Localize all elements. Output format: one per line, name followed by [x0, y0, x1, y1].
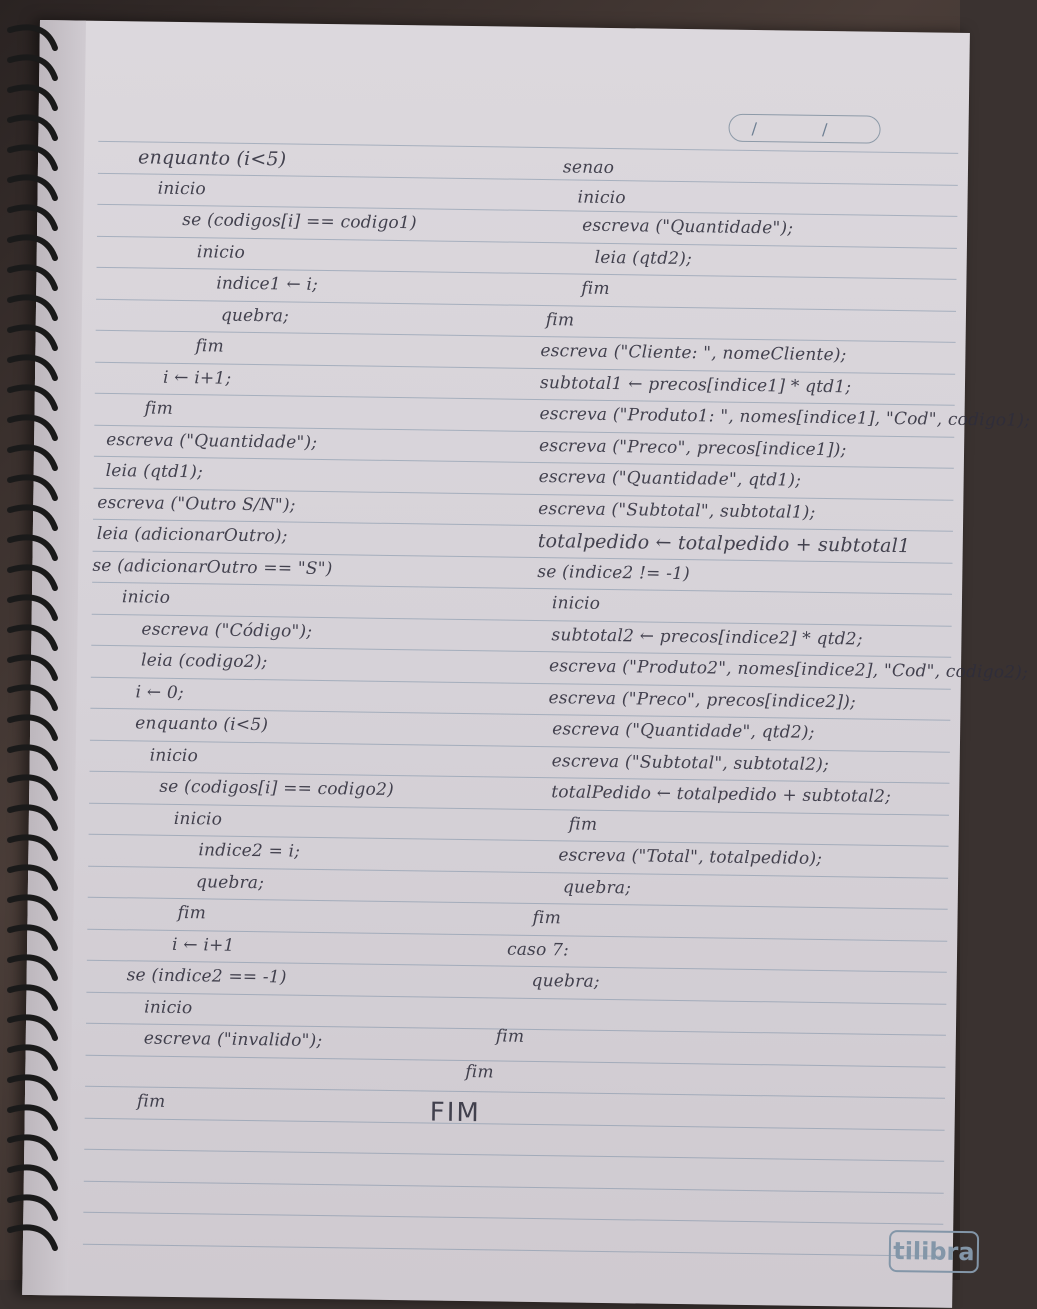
code-line: i ← i+1; [162, 367, 232, 389]
code-line: escreva ("Total", totalpedido); [558, 845, 823, 870]
notebook-page [22, 20, 1031, 1308]
code-line: fim [545, 310, 575, 331]
code-line: fim [195, 336, 225, 357]
code-line: quebra; [195, 872, 265, 894]
code-line: leia (codigo2); [140, 650, 268, 673]
code-line: escreva ("Quantidade"); [106, 429, 318, 453]
code-line: quebra; [562, 877, 632, 899]
code-line: escreva ("Subtotal", subtotal1); [538, 499, 816, 523]
ruled-line [86, 1055, 946, 1068]
ruled-line [84, 1149, 944, 1162]
code-line: fim [495, 1026, 525, 1047]
spiral-ring [10, 987, 55, 1008]
code-line: leia (qtd1); [105, 460, 204, 483]
code-line: se (codigos[i] == codigo1) [182, 210, 417, 234]
code-line: inicio [196, 242, 246, 263]
spiral-binding [0, 20, 70, 1280]
code-line: fim [568, 814, 598, 835]
spiral-ring [10, 327, 55, 348]
brand-logo: tilibra [889, 1230, 980, 1273]
spiral-ring [10, 117, 55, 138]
ruled-line [98, 173, 958, 186]
code-line: inicio [149, 745, 199, 767]
spiral-ring [10, 747, 55, 768]
code-line: enquanto (i<5) [137, 146, 287, 171]
code-line: subtotal2 ← precos[indice2] * qtd2; [551, 625, 863, 650]
code-line: inicio [551, 593, 601, 614]
code-line: inicio [144, 997, 193, 1019]
code-line: leia (qtd2); [594, 247, 693, 270]
ruled-line [92, 582, 952, 595]
code-line: escreva ("Código"); [141, 619, 313, 642]
spiral-ring [10, 627, 55, 648]
spiral-ring [10, 177, 55, 198]
spiral-ring [10, 27, 55, 48]
code-line: inicio [577, 187, 626, 209]
spiral-ring [10, 237, 55, 258]
spiral-ring [10, 807, 55, 828]
code-line: totalpedido ← totalpedido + subtotal1 [537, 530, 911, 558]
spiral-ring [10, 297, 55, 318]
spiral-ring [10, 897, 55, 918]
code-line: fim [532, 907, 562, 929]
ruled-line [85, 1118, 945, 1131]
code-line: escreva ("Quantidade", qtd1); [538, 467, 802, 491]
code-line: inicio [121, 587, 171, 608]
code-line: caso 7: [506, 939, 570, 961]
spiral-ring [10, 957, 55, 978]
code-line: escreva ("Preco", precos[indice1]); [538, 436, 847, 461]
code-line: escreva ("Subtotal", subtotal2); [551, 751, 830, 776]
ruled-line [83, 1244, 943, 1257]
spiral-ring [10, 1197, 55, 1218]
code-line: fim [177, 903, 207, 924]
spiral-ring [10, 1227, 55, 1248]
spiral-ring [10, 207, 55, 228]
ruled-line [85, 1086, 945, 1099]
ruled-line [84, 1181, 944, 1194]
spiral-ring [10, 447, 55, 468]
spiral-ring [10, 867, 55, 888]
code-line: se (adicionarOutro == "S") [92, 555, 333, 580]
spiral-ring [10, 387, 55, 408]
spiral-ring [10, 267, 55, 288]
spiral-ring [10, 1167, 55, 1188]
spiral-ring [10, 777, 55, 798]
spiral-ring [10, 1137, 55, 1158]
spiral-ring [10, 597, 55, 618]
code-line: inicio [173, 808, 223, 830]
code-line: fim [465, 1062, 494, 1083]
code-line: quebra; [220, 305, 290, 327]
spiral-ring [10, 657, 55, 678]
code-line: escreva ("Outro S/N"); [97, 492, 296, 516]
code-line: se (indice2 == -1) [126, 965, 287, 988]
code-line: escreva ("Produto2", nomes[indice2], "Cod", codigo2); [548, 656, 1029, 683]
spiral-ring [10, 507, 55, 528]
date-box: / / [728, 114, 880, 144]
spiral-ring [10, 927, 55, 948]
ruled-line [83, 1212, 943, 1225]
code-line: se (codigos[i] == codigo2) [159, 776, 395, 801]
code-line: escreva ("Quantidade"); [582, 215, 794, 239]
ruled-line [96, 330, 956, 343]
code-line: se (indice2 != -1) [537, 561, 691, 585]
code-line: subtotal1 ← precos[indice1] * qtd1; [539, 373, 852, 398]
code-line: escreva ("Quantidade", qtd2); [552, 719, 815, 743]
spiral-ring [10, 1077, 55, 1098]
ruled-line [88, 897, 948, 910]
spiral-ring [10, 1107, 55, 1128]
code-line: quebra; [531, 970, 600, 992]
spiral-ring [10, 537, 55, 558]
code-line: indice1 ← i; [216, 273, 319, 295]
spiral-ring [10, 87, 55, 108]
spiral-ring [10, 417, 55, 438]
spiral-ring [10, 477, 55, 498]
code-line: inicio [157, 178, 207, 200]
code-line: fim [144, 398, 174, 419]
spiral-ring [10, 687, 55, 708]
spiral-ring [10, 837, 55, 858]
code-line: i ← i+1 [171, 934, 235, 956]
code-line: escreva ("invalido"); [143, 1028, 323, 1052]
code-line: fim [136, 1091, 166, 1112]
spiral-ring [10, 1017, 55, 1038]
end-marker: FIM [429, 1097, 482, 1129]
spiral-ring [10, 567, 55, 588]
code-line: enquanto (i<5) [135, 713, 269, 736]
ruled-line [90, 740, 950, 753]
code-line: escreva ("Preco", precos[indice2]); [548, 688, 857, 713]
code-line: indice2 = i; [198, 840, 301, 862]
spiral-ring [10, 357, 55, 378]
spiral-ring [10, 57, 55, 78]
code-line: leia (adicionarOutro); [96, 523, 288, 547]
spiral-ring [10, 147, 55, 168]
code-line: i ← 0; [135, 682, 184, 704]
code-line: escreva ("Produto1: ", nomes[indice1], "Cod", codigo1); [539, 404, 1031, 431]
code-line: fim [581, 278, 610, 299]
code-line: totalPedido ← totalpedido + subtotal2; [551, 782, 892, 807]
spiral-ring [10, 717, 55, 738]
ruled-line [86, 992, 946, 1005]
spiral-ring [10, 1047, 55, 1068]
code-line: escreva ("Cliente: ", nomeCliente); [540, 341, 847, 366]
code-line: senao [562, 157, 615, 179]
